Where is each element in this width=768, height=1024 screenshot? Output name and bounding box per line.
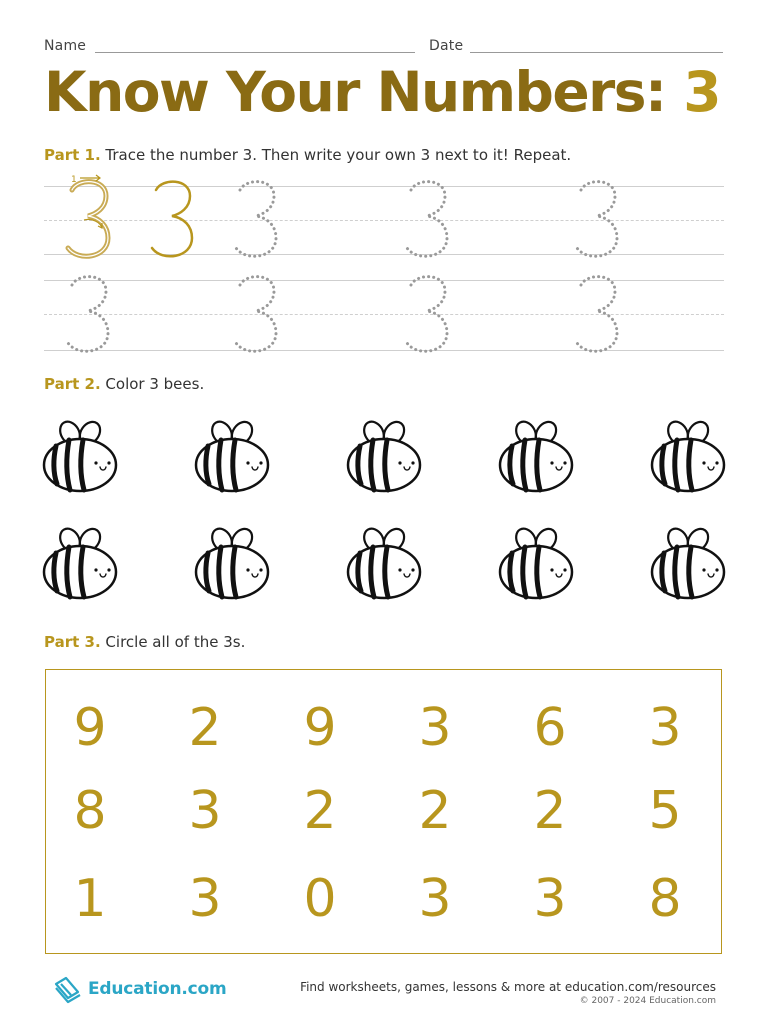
date-field[interactable] <box>470 52 723 53</box>
bee-icon[interactable] <box>348 418 420 491</box>
bee-icon[interactable] <box>44 525 116 598</box>
part1-instruction: Trace the number 3. Then write your own 3 next to it! Repeat. <box>105 146 572 164</box>
number-cell[interactable]: 3 <box>648 698 682 758</box>
number-cell[interactable]: 3 <box>188 781 222 841</box>
bee-icon[interactable] <box>652 525 724 598</box>
bee-icon[interactable] <box>196 418 268 491</box>
number-cell[interactable]: 9 <box>303 698 337 758</box>
number-cell[interactable]: 3 <box>533 869 567 929</box>
page-title <box>44 60 720 124</box>
number-cell[interactable]: 2 <box>188 698 222 758</box>
tracing-area[interactable] <box>44 170 724 360</box>
bees-grid <box>30 405 740 615</box>
part2-heading <box>44 375 204 393</box>
name-field[interactable] <box>95 52 415 53</box>
dotted-three[interactable] <box>68 277 108 352</box>
dotted-three[interactable] <box>407 277 447 352</box>
bee-icon[interactable] <box>348 525 420 598</box>
dotted-three[interactable] <box>577 277 617 352</box>
number-cell[interactable]: 2 <box>303 781 337 841</box>
part2-tag: Part 2. <box>44 375 101 393</box>
part3-instruction: Circle all of the 3s. <box>105 633 246 651</box>
date-label: Date <box>429 38 464 54</box>
name-label: Name <box>44 38 87 54</box>
logo-text: Education.com <box>88 979 227 999</box>
bee-icon[interactable] <box>500 525 572 598</box>
part1-heading <box>44 146 571 164</box>
number-cell[interactable]: 3 <box>188 869 222 929</box>
number-cell[interactable]: 6 <box>533 698 567 758</box>
dotted-three[interactable] <box>407 182 447 257</box>
bee-icon[interactable] <box>500 418 572 491</box>
footer-copyright: © 2007 - 2024 Education.com <box>579 996 716 1006</box>
number-cell[interactable]: 2 <box>418 781 452 841</box>
number-cell[interactable]: 2 <box>533 781 567 841</box>
part2-instruction: Color 3 bees. <box>105 375 205 393</box>
part3-heading <box>44 633 245 651</box>
dotted-three[interactable] <box>236 277 276 352</box>
education-logo[interactable] <box>52 974 227 1004</box>
footer-tagline: Find worksheets, games, lessons & more at education.com/resources <box>300 980 716 994</box>
number-cell[interactable]: 3 <box>418 869 452 929</box>
dotted-three[interactable] <box>236 182 276 257</box>
number-cell[interactable]: 8 <box>648 869 682 929</box>
number-cell[interactable]: 1 <box>73 869 107 929</box>
example-three <box>68 175 108 256</box>
number-grid-box <box>45 669 722 954</box>
education-logo-icon <box>52 974 84 1004</box>
part1-tag: Part 1. <box>44 146 101 164</box>
number-cell[interactable]: 8 <box>73 781 107 841</box>
bee-icon[interactable] <box>196 525 268 598</box>
number-cell[interactable]: 5 <box>648 781 682 841</box>
bee-icon[interactable] <box>44 418 116 491</box>
number-cell[interactable]: 0 <box>303 869 337 929</box>
part3-tag: Part 3. <box>44 633 101 651</box>
title-number: 3 <box>683 60 720 124</box>
solid-three <box>152 182 192 257</box>
dotted-three[interactable] <box>577 182 617 257</box>
title-prefix: Know Your Numbers: <box>44 60 684 124</box>
number-cell[interactable]: 3 <box>418 698 452 758</box>
number-cell[interactable]: 9 <box>73 698 107 758</box>
stroke-number: 1 <box>71 175 77 185</box>
bee-icon[interactable] <box>652 418 724 491</box>
